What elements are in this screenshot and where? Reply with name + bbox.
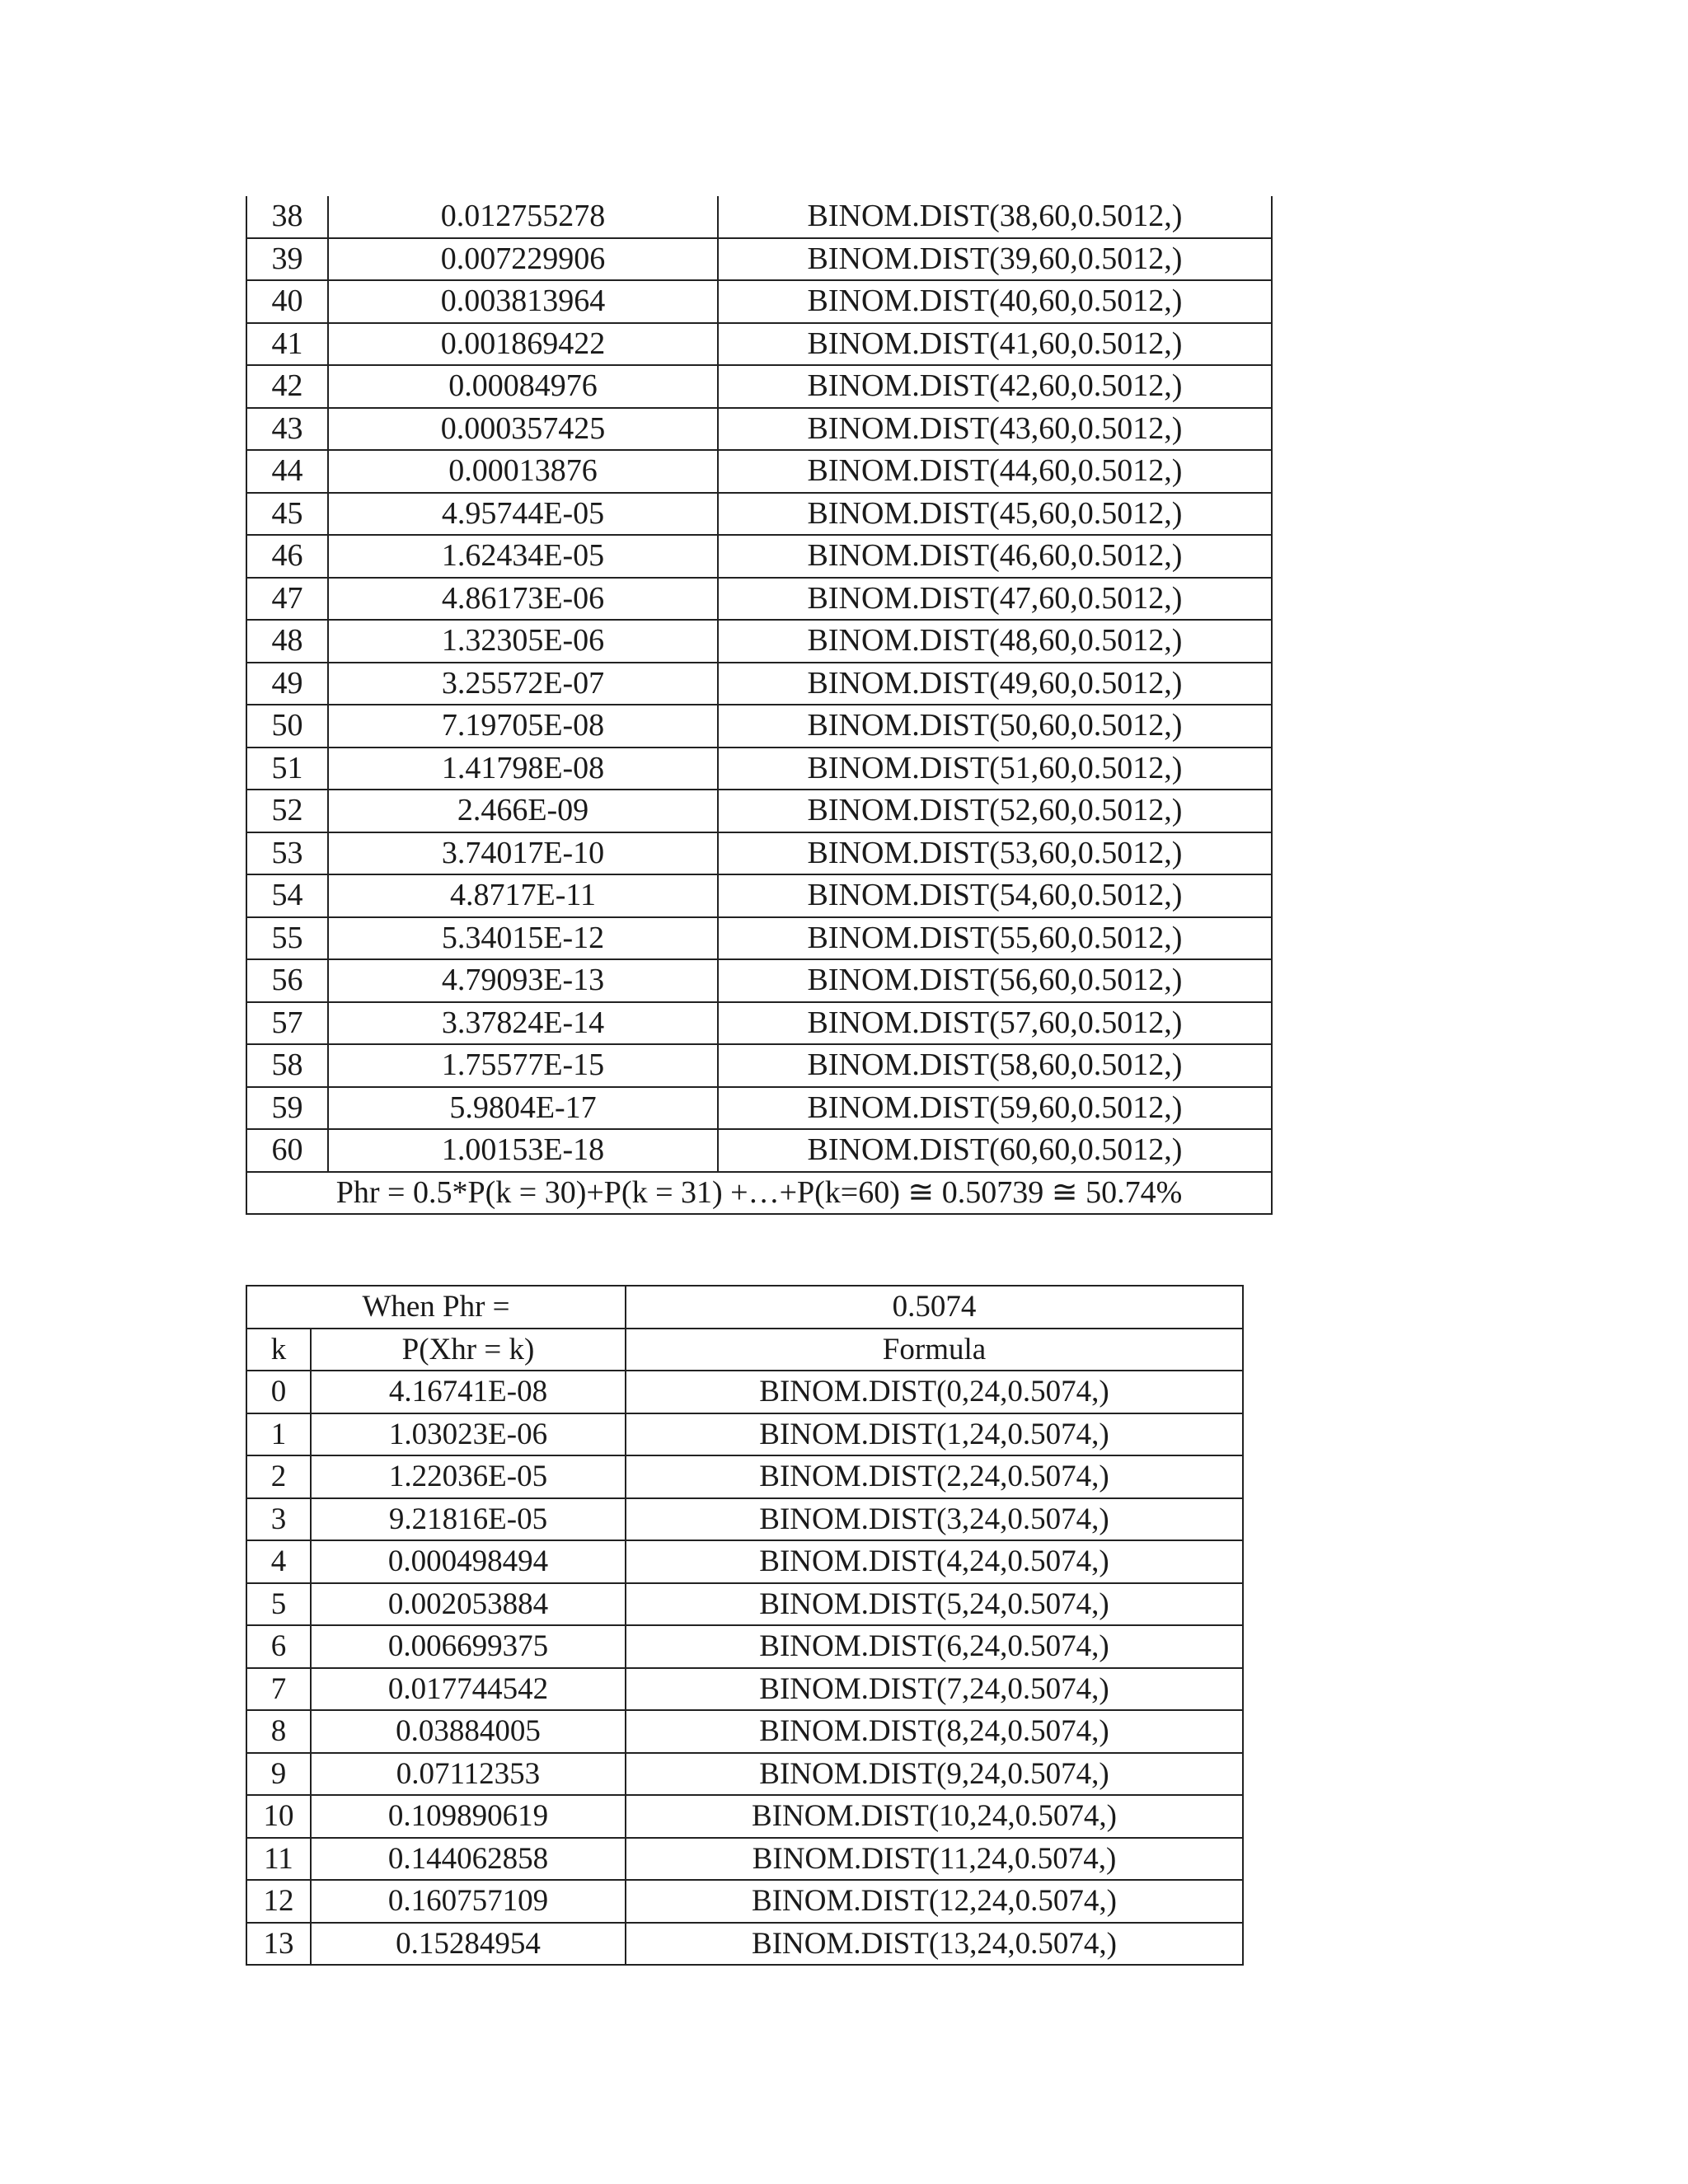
formula-cell: BINOM.DIST(49,60,0.5012,) (718, 663, 1272, 705)
probability-cell: 0.003813964 (328, 280, 718, 323)
formula-cell: BINOM.DIST(53,60,0.5012,) (718, 832, 1272, 875)
formula-cell: BINOM.DIST(9,24,0.5074,) (626, 1753, 1243, 1796)
table-row (246, 196, 1272, 238)
k-cell: 60 (246, 1129, 328, 1172)
probability-cell: 0.00013876 (328, 450, 718, 493)
probability-cell: 4.86173E-06 (328, 578, 718, 621)
table-row (246, 1044, 1272, 1087)
k-cell: 53 (246, 832, 328, 875)
formula-cell: BINOM.DIST(4,24,0.5074,) (626, 1540, 1243, 1583)
probability-cell: 9.21816E-05 (311, 1498, 626, 1541)
k-cell: 9 (246, 1753, 311, 1796)
table-row (246, 832, 1272, 875)
formula-cell: BINOM.DIST(3,24,0.5074,) (626, 1498, 1243, 1541)
column-header-probability: P(Xhr = k) (311, 1329, 626, 1371)
probability-cell: 7.19705E-08 (328, 705, 718, 748)
formula-cell: BINOM.DIST(7,24,0.5074,) (626, 1668, 1243, 1711)
k-cell: 54 (246, 874, 328, 917)
k-cell: 11 (246, 1838, 311, 1881)
column-header-formula: Formula (626, 1329, 1243, 1371)
formula-cell: BINOM.DIST(38,60,0.5012,) (718, 196, 1272, 238)
formula-cell: BINOM.DIST(45,60,0.5012,) (718, 493, 1272, 536)
k-cell: 13 (246, 1923, 311, 1966)
formula-cell: BINOM.DIST(48,60,0.5012,) (718, 620, 1272, 663)
probability-cell: 0.012755278 (328, 196, 718, 238)
formula-cell: BINOM.DIST(58,60,0.5012,) (718, 1044, 1272, 1087)
k-cell: 48 (246, 620, 328, 663)
probability-cell: 4.16741E-08 (311, 1371, 626, 1413)
formula-cell: BINOM.DIST(10,24,0.5074,) (626, 1795, 1243, 1838)
formula-cell: BINOM.DIST(13,24,0.5074,) (626, 1923, 1243, 1966)
formula-cell: BINOM.DIST(8,24,0.5074,) (626, 1710, 1243, 1753)
formula-cell: BINOM.DIST(43,60,0.5012,) (718, 408, 1272, 451)
probability-cell: 1.75577E-15 (328, 1044, 718, 1087)
table-row (246, 620, 1272, 663)
probability-cell: 0.00084976 (328, 365, 718, 408)
probability-cell: 0.03884005 (311, 1710, 626, 1753)
k-cell: 40 (246, 280, 328, 323)
probability-cell: 0.109890619 (311, 1795, 626, 1838)
header-row-phr (246, 1286, 1243, 1329)
probability-cell: 1.03023E-06 (311, 1413, 626, 1456)
probability-cell: 3.37824E-14 (328, 1002, 718, 1045)
formula-cell: BINOM.DIST(44,60,0.5012,) (718, 450, 1272, 493)
table-row (246, 1002, 1272, 1045)
probability-cell: 4.95744E-05 (328, 493, 718, 536)
formula-cell: BINOM.DIST(5,24,0.5074,) (626, 1583, 1243, 1626)
table-row (246, 663, 1272, 705)
k-cell: 57 (246, 1002, 328, 1045)
probability-cell: 3.74017E-10 (328, 832, 718, 875)
formula-cell: BINOM.DIST(54,60,0.5012,) (718, 874, 1272, 917)
table-row (246, 1129, 1272, 1172)
table-row (246, 1540, 1243, 1583)
formula-cell: BINOM.DIST(57,60,0.5012,) (718, 1002, 1272, 1045)
probability-cell: 1.62434E-05 (328, 535, 718, 578)
k-cell: 3 (246, 1498, 311, 1541)
k-cell: 41 (246, 323, 328, 366)
k-cell: 5 (246, 1583, 311, 1626)
k-cell: 51 (246, 748, 328, 790)
table-row (246, 1710, 1243, 1753)
phr-value-cell: 0.5074 (626, 1286, 1243, 1329)
formula-cell: BINOM.DIST(11,24,0.5074,) (626, 1838, 1243, 1881)
probability-cell: 0.007229906 (328, 238, 718, 281)
table-row (246, 1583, 1243, 1626)
table-row (246, 1371, 1243, 1413)
probability-cell: 1.22036E-05 (311, 1455, 626, 1498)
k-cell: 8 (246, 1710, 311, 1753)
formula-cell: BINOM.DIST(51,60,0.5012,) (718, 748, 1272, 790)
formula-cell: BINOM.DIST(55,60,0.5012,) (718, 917, 1272, 960)
table-row (246, 1087, 1272, 1130)
table-row (246, 1668, 1243, 1711)
binom-table-60-body (246, 196, 1272, 1172)
table-row (246, 1795, 1243, 1838)
k-cell: 59 (246, 1087, 328, 1130)
binom-table-24-body (246, 1371, 1243, 1965)
total-row (246, 1172, 1272, 1215)
k-cell: 58 (246, 1044, 328, 1087)
probability-cell: 0.07112353 (311, 1753, 626, 1796)
formula-cell: BINOM.DIST(42,60,0.5012,) (718, 365, 1272, 408)
formula-cell: BINOM.DIST(2,24,0.5074,) (626, 1455, 1243, 1498)
k-cell: 39 (246, 238, 328, 281)
binom-table-24 (246, 1285, 1244, 1966)
table-row (246, 874, 1272, 917)
probability-cell: 0.144062858 (311, 1838, 626, 1881)
table-row (246, 1753, 1243, 1796)
k-cell: 2 (246, 1455, 311, 1498)
table-row (246, 238, 1272, 281)
formula-cell: BINOM.DIST(56,60,0.5012,) (718, 959, 1272, 1002)
table-row (246, 1880, 1243, 1923)
formula-cell: BINOM.DIST(40,60,0.5012,) (718, 280, 1272, 323)
probability-cell: 0.15284954 (311, 1923, 626, 1966)
k-cell: 45 (246, 493, 328, 536)
k-cell: 10 (246, 1795, 311, 1838)
k-cell: 7 (246, 1668, 311, 1711)
k-cell: 49 (246, 663, 328, 705)
probability-cell: 0.000357425 (328, 408, 718, 451)
phr-label-cell: When Phr = (246, 1286, 626, 1329)
table-row (246, 1455, 1243, 1498)
k-cell: 56 (246, 959, 328, 1002)
k-cell: 50 (246, 705, 328, 748)
header-row-columns (246, 1329, 1243, 1371)
probability-cell: 0.001869422 (328, 323, 718, 366)
k-cell: 55 (246, 917, 328, 960)
probability-cell: 1.32305E-06 (328, 620, 718, 663)
formula-cell: BINOM.DIST(50,60,0.5012,) (718, 705, 1272, 748)
probability-cell: 1.41798E-08 (328, 748, 718, 790)
formula-cell: BINOM.DIST(39,60,0.5012,) (718, 238, 1272, 281)
table-row (246, 959, 1272, 1002)
k-cell: 44 (246, 450, 328, 493)
table-row (246, 450, 1272, 493)
table-row (246, 1923, 1243, 1966)
table-row (246, 365, 1272, 408)
k-cell: 12 (246, 1880, 311, 1923)
k-cell: 43 (246, 408, 328, 451)
probability-cell: 5.9804E-17 (328, 1087, 718, 1130)
formula-cell: BINOM.DIST(6,24,0.5074,) (626, 1625, 1243, 1668)
column-header-k: k (246, 1329, 311, 1371)
formula-cell: BINOM.DIST(1,24,0.5074,) (626, 1413, 1243, 1456)
probability-cell: 0.006699375 (311, 1625, 626, 1668)
probability-cell: 2.466E-09 (328, 790, 718, 832)
formula-cell: BINOM.DIST(46,60,0.5012,) (718, 535, 1272, 578)
k-cell: 46 (246, 535, 328, 578)
formula-cell: BINOM.DIST(47,60,0.5012,) (718, 578, 1272, 621)
k-cell: 38 (246, 196, 328, 238)
table-row (246, 1498, 1243, 1541)
formula-cell: BINOM.DIST(0,24,0.5074,) (626, 1371, 1243, 1413)
table-row (246, 1838, 1243, 1881)
table-row (246, 408, 1272, 451)
total-formula-cell: Phr = 0.5*P(k = 30)+P(k = 31) +…+P(k=60) ≅ 0.50739 ≅ 50.74% (246, 1172, 1272, 1215)
table-row (246, 705, 1272, 748)
k-cell: 4 (246, 1540, 311, 1583)
k-cell: 42 (246, 365, 328, 408)
k-cell: 0 (246, 1371, 311, 1413)
probability-cell: 1.00153E-18 (328, 1129, 718, 1172)
formula-cell: BINOM.DIST(12,24,0.5074,) (626, 1880, 1243, 1923)
k-cell: 6 (246, 1625, 311, 1668)
formula-cell: BINOM.DIST(41,60,0.5012,) (718, 323, 1272, 366)
table-row (246, 748, 1272, 790)
probability-cell: 0.160757109 (311, 1880, 626, 1923)
table-row (246, 493, 1272, 536)
probability-cell: 4.8717E-11 (328, 874, 718, 917)
k-cell: 52 (246, 790, 328, 832)
probability-cell: 4.79093E-13 (328, 959, 718, 1002)
table-row (246, 790, 1272, 832)
table-row (246, 917, 1272, 960)
table-row (246, 280, 1272, 323)
k-cell: 47 (246, 578, 328, 621)
binom-table-60 (246, 196, 1273, 1215)
table-row (246, 1413, 1243, 1456)
formula-cell: BINOM.DIST(52,60,0.5012,) (718, 790, 1272, 832)
formula-cell: BINOM.DIST(60,60,0.5012,) (718, 1129, 1272, 1172)
probability-cell: 5.34015E-12 (328, 917, 718, 960)
table-row (246, 535, 1272, 578)
table-row (246, 323, 1272, 366)
probability-cell: 0.000498494 (311, 1540, 626, 1583)
probability-cell: 3.25572E-07 (328, 663, 718, 705)
probability-cell: 0.017744542 (311, 1668, 626, 1711)
table-row (246, 578, 1272, 621)
table-row (246, 1625, 1243, 1668)
k-cell: 1 (246, 1413, 311, 1456)
formula-cell: BINOM.DIST(59,60,0.5012,) (718, 1087, 1272, 1130)
probability-cell: 0.002053884 (311, 1583, 626, 1626)
